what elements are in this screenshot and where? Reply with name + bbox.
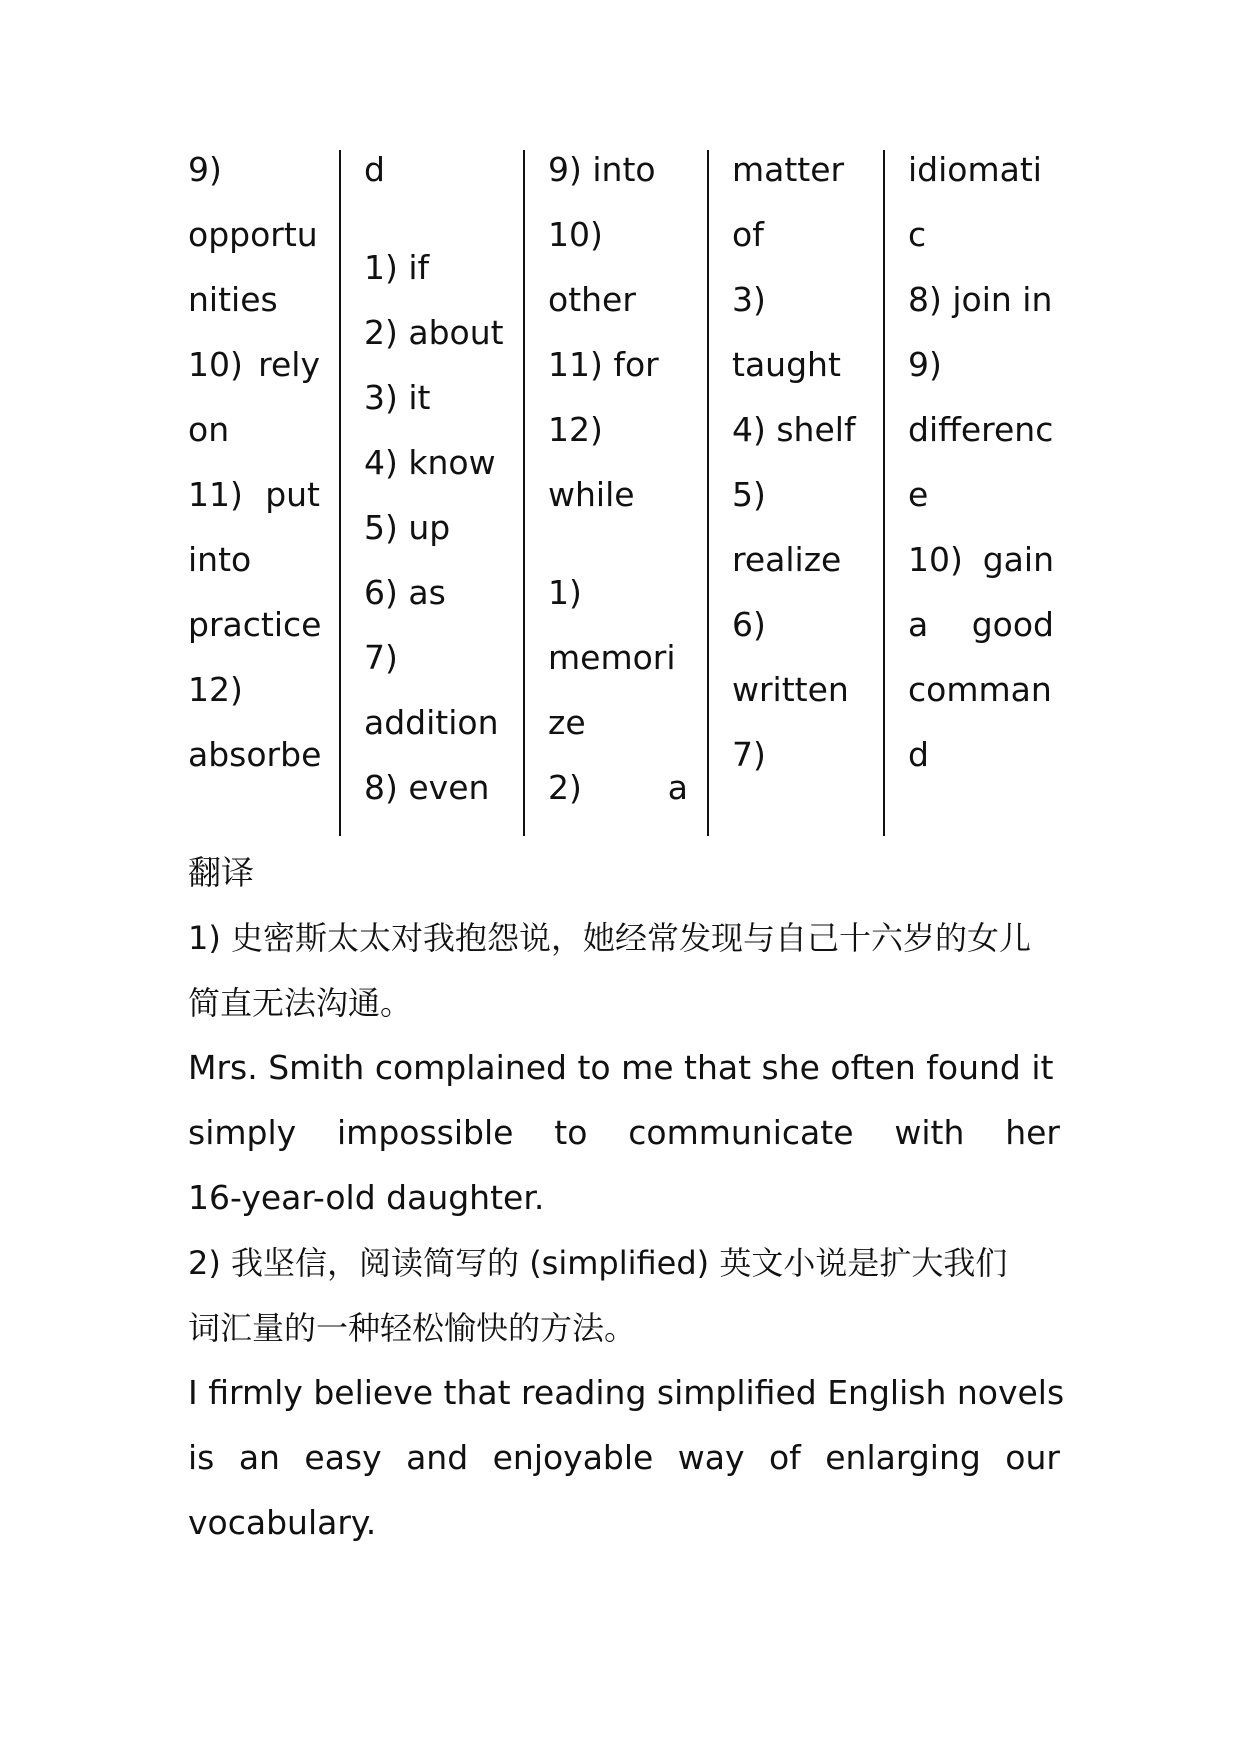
answer-line: 1) if	[364, 248, 430, 287]
answer-line: differenc	[908, 410, 1054, 449]
column-divider	[339, 150, 341, 836]
answer-line: 1)	[548, 573, 582, 612]
answer-line: taught	[732, 345, 841, 384]
answer-line: practice	[188, 605, 322, 644]
answer-line: other	[548, 280, 636, 319]
answer-line: written	[732, 670, 849, 709]
answer-table	[188, 150, 1058, 836]
word: simply	[188, 1113, 297, 1152]
answer-line: memori	[548, 638, 676, 677]
answer-line: 5) up	[364, 508, 451, 547]
answer-line: idiomati	[908, 150, 1042, 189]
answer-word: a	[667, 768, 688, 807]
answer-word: 10)	[908, 540, 963, 579]
answer-word: 11)	[188, 475, 243, 514]
answer-line	[188, 345, 320, 385]
answer-column-1	[188, 150, 320, 836]
answer-line: nities	[188, 280, 278, 319]
answer-word: put	[265, 475, 320, 514]
answer-line: 7)	[364, 638, 398, 677]
answer-line: on	[188, 410, 230, 449]
answer-column-5	[908, 150, 1054, 836]
column-divider	[707, 150, 709, 836]
answer-line	[908, 540, 1054, 580]
answer-line: 3) it	[364, 378, 431, 417]
question-2-chinese-line-1: 2) 我坚信，阅读简写的 (simplified) 英文小说是扩大我们	[188, 1244, 1008, 1282]
word: way	[677, 1438, 745, 1477]
answer-line: e	[908, 475, 929, 514]
answer-line: comman	[908, 670, 1052, 709]
word: is	[188, 1438, 215, 1477]
question-2-english-line-2	[188, 1438, 1060, 1478]
answer-word: 10)	[188, 345, 243, 384]
answer-line: 2) about	[364, 313, 504, 352]
question-2-english-line-1: I firmly believe that reading simplified English novels	[188, 1373, 1065, 1412]
answer-line: d	[364, 150, 385, 189]
answer-line: addition	[364, 703, 499, 742]
answer-line: 6) as	[364, 573, 446, 612]
question-1-chinese-line-2: 简直无法沟通。	[188, 984, 413, 1022]
answer-line: of	[732, 215, 764, 254]
answer-line: into	[188, 540, 252, 579]
answer-line: while	[548, 475, 635, 514]
answer-line: 9)	[908, 345, 942, 384]
answer-line: 10)	[548, 215, 603, 254]
word: to	[554, 1113, 588, 1152]
translation-heading: 翻译	[188, 853, 254, 892]
word: of	[768, 1438, 801, 1477]
answer-line	[188, 475, 320, 515]
answer-line: d	[908, 735, 929, 774]
answer-word: gain	[982, 540, 1054, 579]
word: with	[894, 1113, 965, 1152]
answer-column-2	[364, 150, 504, 836]
answer-line: absorbe	[188, 735, 322, 774]
word: our	[1005, 1438, 1060, 1477]
word: and	[406, 1438, 469, 1477]
answer-line	[548, 768, 688, 808]
word: enjoyable	[492, 1438, 654, 1477]
answer-line: matter	[732, 150, 845, 189]
word: her	[1005, 1113, 1060, 1152]
answer-line: 7)	[732, 735, 766, 774]
answer-line: 4) shelf	[732, 410, 856, 449]
question-1-english-line-2	[188, 1113, 1060, 1153]
column-divider	[523, 150, 525, 836]
question-2-chinese-line-2: 词汇量的一种轻松愉快的方法。	[188, 1309, 637, 1347]
answer-line: 8) join in	[908, 280, 1053, 319]
answer-word: a	[908, 605, 929, 644]
answer-line: 12)	[548, 410, 603, 449]
answer-line: ze	[548, 703, 586, 742]
answer-line: 5)	[732, 475, 766, 514]
answer-line: c	[908, 215, 927, 254]
answer-line: 3)	[732, 280, 766, 319]
answer-column-4	[732, 150, 867, 836]
word: communicate	[628, 1113, 854, 1152]
word: easy	[304, 1438, 382, 1477]
answer-word: good	[971, 605, 1054, 644]
question-1-english-line-1: Mrs. Smith complained to me that she often found it	[188, 1048, 1054, 1087]
answer-line	[908, 605, 1054, 645]
column-divider	[883, 150, 885, 836]
answer-line: realize	[732, 540, 842, 579]
answer-line: 12)	[188, 670, 243, 709]
answer-line: opportu	[188, 215, 318, 254]
word: enlarging	[825, 1438, 981, 1477]
answer-line: 11) for	[548, 345, 659, 384]
answer-line: 4) know	[364, 443, 496, 482]
answer-line: 9)	[188, 150, 222, 189]
answer-word: 2)	[548, 768, 582, 807]
word: an	[238, 1438, 280, 1477]
answer-line: 9) into	[548, 150, 656, 189]
question-2-english-line-3: vocabulary.	[188, 1503, 377, 1542]
question-1-english-line-3: 16-year-old daughter.	[188, 1178, 545, 1217]
answer-column-3	[548, 150, 688, 836]
word: impossible	[337, 1113, 514, 1152]
answer-line: 6)	[732, 605, 766, 644]
question-1-chinese-line-1: 1) 史密斯太太对我抱怨说，她经常发现与自己十六岁的女儿	[188, 919, 1032, 957]
answer-word: rely	[258, 345, 320, 384]
answer-line: 8) even	[364, 768, 490, 807]
